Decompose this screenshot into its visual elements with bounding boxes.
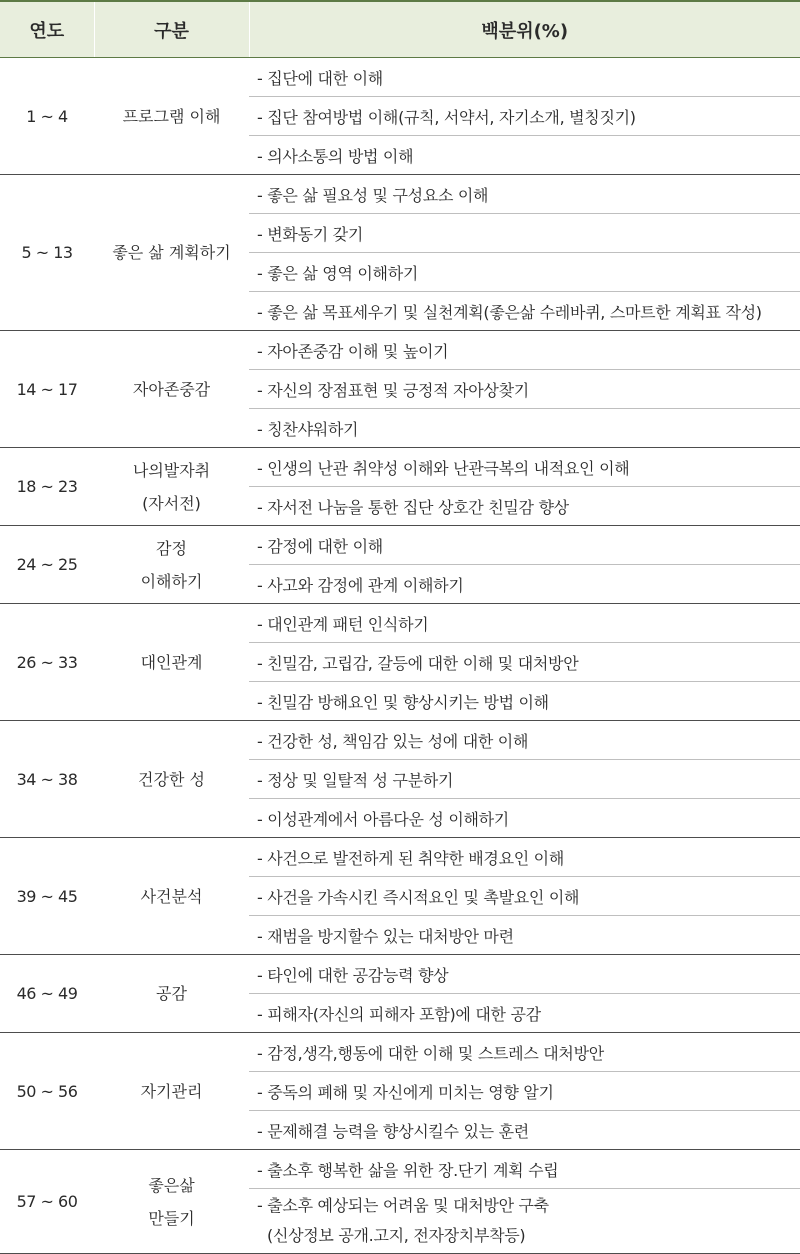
category-label: 나의발자취 [132, 460, 211, 480]
category-cell [94, 604, 249, 721]
category-cell [94, 955, 249, 1033]
category-label: (자서전) [142, 493, 201, 513]
table-row [0, 1033, 800, 1072]
table-row [0, 526, 800, 565]
detail-item: - 사건을 가속시킨 즉시적요인 및 촉발요인 이해 [249, 877, 800, 916]
category-cell [94, 721, 249, 838]
detail-item: - 칭찬샤워하기 [249, 409, 800, 448]
category-label: 사건분석 [140, 886, 203, 906]
detail-line-continuation: (신상정보 공개.고지, 전자장치부착등) [267, 1226, 526, 1245]
detail-item: - 타인에 대한 공감능력 향상 [249, 955, 800, 994]
category-cell [94, 58, 249, 175]
table-row [0, 331, 800, 370]
detail-item: - 사고와 감정에 관계 이해하기 [249, 565, 800, 604]
detail-item: - 집단 참여방법 이해(규칙, 서약서, 자기소개, 별칭짓기) [249, 97, 800, 136]
category-label: 자아존중감 [132, 379, 211, 399]
category-cell [94, 838, 249, 955]
detail-item [249, 1189, 800, 1254]
detail-item: - 친밀감 방해요인 및 향상시키는 방법 이해 [249, 682, 800, 721]
detail-item: - 정상 및 일탈적 성 구분하기 [249, 760, 800, 799]
detail-item: - 감정,생각,행동에 대한 이해 및 스트레스 대처방안 [249, 1033, 800, 1072]
detail-item: - 인생의 난관 취약성 이해와 난관극복의 내적요인 이해 [249, 448, 800, 487]
year-range: 14 ~ 17 [0, 331, 94, 448]
header-category: 구분 [94, 1, 249, 58]
detail-item: - 대인관계 패턴 인식하기 [249, 604, 800, 643]
table-row [0, 721, 800, 760]
category-label: 만들기 [148, 1208, 195, 1228]
category-cell [94, 448, 249, 526]
table-row [0, 448, 800, 487]
category-cell [94, 331, 249, 448]
year-range: 46 ~ 49 [0, 955, 94, 1033]
detail-item: - 집단에 대한 이해 [249, 58, 800, 97]
table-row [0, 1150, 800, 1189]
category-label: 감정 [156, 538, 187, 558]
category-label: 좋은 삶 계획하기 [112, 243, 231, 262]
category-label: 건강한 성 [138, 769, 205, 789]
detail-item: - 좋은 삶 목표세우기 및 실천계획(좋은삶 수레바퀴, 스마트한 계획표 작성) [249, 292, 800, 331]
detail-item: - 자신의 장점표현 및 긍정적 자아상찾기 [249, 370, 800, 409]
detail-item: - 변화동기 갖기 [249, 214, 800, 253]
detail-item: - 감정에 대한 이해 [249, 526, 800, 565]
detail-item: - 재범을 방지할수 있는 대처방안 마련 [249, 916, 800, 955]
detail-item: - 문제해결 능력을 향상시킬수 있는 훈련 [249, 1111, 800, 1150]
year-range: 24 ~ 25 [0, 526, 94, 604]
detail-item: - 건강한 성, 책임감 있는 성에 대한 이해 [249, 721, 800, 760]
detail-item: - 좋은 삶 영역 이해하기 [249, 253, 800, 292]
year-range: 1 ~ 4 [0, 58, 94, 175]
category-label: 대인관계 [140, 652, 203, 672]
category-cell [94, 526, 249, 604]
table-row [0, 175, 800, 214]
detail-item: - 피해자(자신의 피해자 포함)에 대한 공감 [249, 994, 800, 1033]
detail-item: - 이성관계에서 아름다운 성 이해하기 [249, 799, 800, 838]
detail-item: - 친밀감, 고립감, 갈등에 대한 이해 및 대처방안 [249, 643, 800, 682]
table-row [0, 58, 800, 97]
category-cell [94, 175, 249, 331]
header-year: 연도 [0, 1, 94, 58]
detail-item: - 자서전 나눔을 통한 집단 상호간 친밀감 향상 [249, 487, 800, 526]
year-range: 5 ~ 13 [0, 175, 94, 331]
detail-item: - 출소후 행복한 삶을 위한 장.단기 계획 수립 [249, 1150, 800, 1189]
table-row [0, 604, 800, 643]
detail-item: - 사건으로 발전하게 된 취약한 배경요인 이해 [249, 838, 800, 877]
year-range: 50 ~ 56 [0, 1033, 94, 1150]
year-range: 26 ~ 33 [0, 604, 94, 721]
category-cell [94, 1033, 249, 1150]
year-range: 39 ~ 45 [0, 838, 94, 955]
category-label: 이해하기 [140, 571, 203, 591]
category-label: 공감 [156, 984, 187, 1003]
year-range: 34 ~ 38 [0, 721, 94, 838]
category-cell [94, 1150, 249, 1254]
category-label: 좋은삶 [148, 1175, 195, 1195]
table-row [0, 955, 800, 994]
detail-item: - 의사소통의 방법 이해 [249, 136, 800, 175]
detail-line: - 출소후 예상되는 어려움 및 대처방안 구축 [257, 1196, 549, 1215]
table-header-row [0, 1, 800, 58]
year-range: 57 ~ 60 [0, 1150, 94, 1254]
year-range: 18 ~ 23 [0, 448, 94, 526]
category-label: 프로그램 이해 [122, 106, 221, 126]
detail-item: - 좋은 삶 필요성 및 구성요소 이해 [249, 175, 800, 214]
detail-item: - 자아존중감 이해 및 높이기 [249, 331, 800, 370]
table-row [0, 838, 800, 877]
detail-item: - 중독의 폐해 및 자신에게 미치는 영향 알기 [249, 1072, 800, 1111]
header-percentile: 백분위(%) [249, 1, 800, 58]
category-label: 자기관리 [140, 1081, 203, 1101]
